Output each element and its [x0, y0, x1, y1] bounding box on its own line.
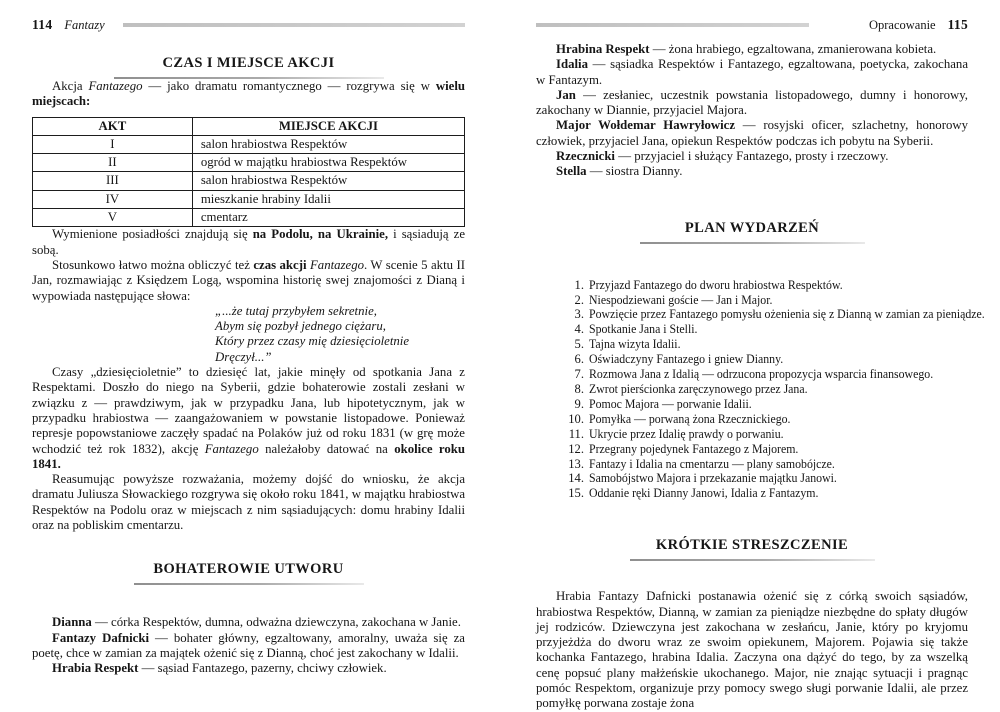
table-row — [33, 135, 465, 153]
character-name: Dianna — [52, 615, 92, 630]
text-run: należałoby datować na — [258, 441, 395, 456]
plan-item-number: 4. — [574, 322, 584, 337]
quote-line: Dręczył...” — [215, 349, 272, 364]
plan-item-number: 6. — [574, 352, 584, 367]
text-run-bold: czas akcji — [253, 257, 307, 272]
plan-item-text: Tajna wizyta Idalii. — [589, 337, 681, 352]
plan-item — [562, 412, 968, 427]
plan-item — [562, 486, 968, 501]
plan-item — [562, 427, 968, 442]
plan-item-text: Ukrycie przez Idalię prawdy o porwaniu. — [589, 426, 784, 441]
character-name: Idalia — [556, 57, 589, 72]
table-row — [33, 209, 465, 227]
intro-paragraph — [32, 79, 465, 110]
character-name: Major Wołdemar Hawryłowicz — [556, 118, 736, 133]
quote-line: Abym się pozbył jednego ciężaru, — [215, 319, 386, 334]
plan-item — [562, 307, 985, 322]
plan-item-text: Samobójstwo Majora i przekazanie majątku Janowi. — [589, 471, 837, 486]
running-title-left: Fantazy — [64, 17, 105, 32]
plan-item-number: 1. — [574, 277, 584, 292]
text-run-bold: wielu miejscach: — [32, 79, 465, 109]
title-underline — [640, 242, 865, 244]
plan-item-text: Zwrot pierścionka zaręczynowego przez Jana. — [589, 382, 808, 397]
act-cell: II — [33, 154, 193, 172]
quote-line: „...że tutaj przybyłem sekretnie, — [215, 303, 377, 318]
section-title-plan: PLAN WYDARZEŃ — [684, 219, 820, 236]
summary-paragraph: Hrabia Fantazy Dafnicki postanawia ożenić się z córką swoich sąsiadów, hrabiostwa Respektów, Dianną, w zamian za pieniądze niezbędne do spłaty długów jej rodziców. Dziewczyna jest zakochana w zesłańcu, Janie, który po kryjomu przyjeżdża do dworu wraz ze swoim opiekunem, Majorem. Pojawia się także kochanka Fantazego, hrabina Idalia. Zaczyna ona dążyć do tego, by za wszelką cenę popsuć plany małżeńskie ukochanego. Major, nie znając sytuacji i pragnąc pomóc Respektom, organizuje przy pomocy swego sługi porwanie Idalii, ale przez pomyłkę porwana zostaje żona — [536, 589, 968, 711]
time-place-title-block — [32, 55, 465, 79]
summary-section — [536, 589, 968, 711]
plan-item-number: 7. — [574, 367, 584, 382]
title-underline — [134, 583, 364, 585]
plan-item — [562, 397, 968, 412]
dating-paragraph — [32, 365, 465, 472]
events-plan-list — [536, 277, 985, 502]
plan-item-text: Oddanie ręki Dianny Janowi, Idalia z Fantazym. — [589, 486, 819, 501]
plan-item-number: 5. — [574, 337, 584, 352]
title-underline — [630, 559, 875, 561]
plan-item-text: Fantazy i Idalia na cmentarzu — plany samobójcze. — [589, 456, 835, 471]
text-run: i sąsiadują ze sobą. — [32, 227, 466, 257]
plan-title-block — [536, 220, 968, 244]
plan-item-number: 15. — [568, 486, 584, 501]
plan-item — [562, 352, 968, 367]
location-paragraph — [32, 227, 465, 258]
plan-item-number: 3. — [574, 307, 584, 322]
text-run: Wymienione posiadłości znajdują się — [52, 227, 253, 242]
table-row — [33, 154, 465, 172]
place-cell: cmentarz — [192, 209, 464, 227]
acts-table — [32, 117, 465, 228]
character-list-right — [536, 42, 968, 180]
character-name: Rzecznicki — [556, 149, 615, 164]
verse-quote — [215, 304, 465, 365]
plan-item — [562, 442, 968, 457]
header-rule-left — [123, 23, 465, 27]
table-row — [33, 172, 465, 190]
page-number-left: 114 — [32, 17, 53, 32]
character-entry — [536, 118, 968, 149]
plan-item-text: Pomoc Majora — porwanie Idalii. — [589, 396, 752, 411]
character-list-left — [32, 615, 465, 676]
table-header-place: MIEJSCE AKCJI — [192, 117, 464, 135]
conclusion-paragraph: Reasumując powyższe rozważania, możemy dojść do wniosku, że akcja dramatu Juliusza Słowackiego rozgrywa się około roku 1841, w majątku hrabiostwa Respektów na Podolu oraz w miejscach z nim sąsiadujących: domu hrabiny Idalii oraz na pobliskim cmentarzu. — [32, 472, 465, 533]
character-entry — [536, 42, 968, 57]
character-desc: — bohater główny, egzaltowany, amoralny, uważa się za poetę, chce w zamian za majątek ożenić się z Dianną, choć jest zakochany w Idalii. — [32, 630, 465, 660]
character-name: Fantazy Dafnicki — [52, 630, 150, 645]
text-run: Stosunkowo łatwo można obliczyć też — [52, 257, 254, 272]
right-running-header — [536, 18, 968, 32]
plan-item — [562, 382, 968, 397]
plan-item-text: Rozmowa Jana z Idalią — odrzucona propozycja wsparcia finansowego. — [589, 367, 934, 382]
place-cell: ogród w majątku hrabiostwa Respektów — [192, 154, 464, 172]
plan-item — [562, 293, 968, 308]
act-cell: V — [33, 209, 193, 227]
place-cell: mieszkanie hrabiny Idalii — [192, 190, 464, 208]
act-cell: I — [33, 135, 193, 153]
plan-item — [562, 337, 968, 352]
plan-item — [562, 367, 968, 382]
character-name: Hrabia Respekt — [52, 661, 139, 676]
plan-item-number: 2. — [574, 292, 584, 307]
table-header-act: AKT — [33, 117, 193, 135]
plan-item — [562, 322, 968, 337]
character-desc: — zesłaniec, uczestnik powstania listopadowego, dumny i honorowy, zakochany w Diannie, przyjaciel Majora. — [536, 87, 968, 118]
time-paragraph — [32, 258, 465, 304]
quote-line: Który przez czasy mię dziesięcioletnie — [215, 334, 410, 349]
summary-title-block — [536, 537, 968, 561]
text-run-bold: okolice roku 1841. — [32, 441, 465, 471]
text-run-bold: na Podolu, na Ukrainie, — [252, 227, 389, 242]
plan-item-number: 14. — [568, 471, 584, 486]
act-cell: III — [33, 172, 193, 190]
work-title-italic: Fantazego — [204, 441, 259, 456]
place-cell: salon hrabiostwa Respektów — [192, 172, 464, 190]
character-name: Hrabina Respekt — [556, 42, 650, 56]
place-cell: salon hrabiostwa Respektów — [192, 135, 464, 153]
plan-item-text: Pomyłka — porwaną żona Rzecznickiego. — [589, 411, 791, 426]
character-desc: — przyjaciel i służący Fantazego, prosty i rzeczowy. — [615, 149, 889, 164]
character-entry — [536, 88, 968, 119]
table-header-row — [33, 117, 465, 135]
plan-item — [562, 457, 968, 472]
plan-item — [562, 471, 968, 486]
character-entry — [536, 149, 968, 164]
character-desc: — córka Respektów, dumna, odważna dziewczyna, zakochana w Janie. — [91, 615, 461, 630]
header-rule-right — [536, 23, 809, 27]
text-run: Akcja — [52, 79, 89, 93]
text-run: — jako dramatu romantycznego — rozgrywa się w — [142, 79, 436, 93]
character-entry — [536, 57, 968, 88]
character-desc: — sąsiad Fantazego, pazerny, chciwy człowiek. — [138, 661, 387, 676]
text-run: Czasy „dziesięcioletnie” to dziesięć lat, jakie minęły od spotkania Jana z Respektami. Doszło do niego na Syberii, gdzie bohaterowie zostali zesłani w związku z — prawdziwym, jak w przypadku Jana, lub hipotetycznym, jak w przypadku hrabiostwa — zaangażowaniem w powstanie listopadowe. Ponieważ represje popowstaniowe zaczęły spadać na Polaków już od roku 1831 (w grę może wchodzić też rok 1832), akcję — [32, 365, 465, 456]
character-entry — [32, 661, 465, 676]
page-number-right: 115 — [947, 17, 968, 32]
right-page — [500, 0, 1000, 712]
text-run: . W scenie 5 aktu II Jan, rozmawiając z Księdzem Logą, wspomina historię swej znajomości z Dianą i wypowiada następujące słowa: — [32, 257, 465, 303]
character-desc: — rosyjski oficer, szlachetny, honorowy człowiek, przyjaciel Jana, opiekun Respektów podczas ich pobytu na Syberii. — [536, 118, 968, 148]
character-entry — [32, 631, 465, 662]
character-entry — [536, 164, 968, 179]
work-title-italic: Fantazego — [88, 79, 143, 93]
plan-item-number: 11. — [568, 426, 584, 441]
section-title-characters: BOHATEROWIE UTWORU — [153, 561, 344, 578]
act-cell: IV — [33, 190, 193, 208]
plan-item-text: Powzięcie przez Fantazego pomysłu ożenienia się z Dianną w zamian za pieniądze. — [589, 307, 985, 322]
left-running-header — [32, 18, 465, 32]
character-name: Stella — [556, 164, 587, 179]
work-title-italic: Fantazego — [306, 257, 365, 272]
section-title-summary: KRÓTKIE STRESZCZENIE — [655, 537, 849, 554]
plan-item-text: Przegrany pojedynek Fantazego z Majorem. — [589, 441, 799, 456]
character-desc: — sąsiadka Respektów i Fantazego, egzaltowana, poetycka, zakochana w Fantazym. — [536, 57, 968, 87]
character-desc: — żona hrabiego, egzaltowana, zmanierowana kobieta. — [649, 42, 937, 56]
plan-item-text: Oświadczyny Fantazego i gniew Dianny. — [589, 352, 784, 367]
character-desc: — siostra Dianny. — [586, 164, 683, 179]
plan-item-text: Spotkanie Jana i Stelli. — [589, 322, 698, 337]
plan-item-number: 10. — [568, 411, 584, 426]
plan-item-text: Niespodziewani goście — Jan i Major. — [589, 292, 773, 307]
plan-item-text: Przyjazd Fantazego do dworu hrabiostwa Respektów. — [589, 277, 843, 292]
section-title-time-place: CZAS I MIEJSCE AKCJI — [162, 55, 335, 71]
table-row — [33, 190, 465, 208]
running-title-right: Opracowanie — [868, 17, 936, 32]
plan-item-number: 8. — [574, 382, 584, 397]
character-name: Jan — [556, 87, 576, 102]
characters-title-block — [32, 561, 465, 585]
character-entry — [32, 615, 465, 630]
plan-item — [562, 278, 968, 293]
plan-item-number: 13. — [568, 456, 584, 471]
plan-item-number: 9. — [574, 396, 584, 411]
plan-item-number: 12. — [568, 441, 584, 456]
